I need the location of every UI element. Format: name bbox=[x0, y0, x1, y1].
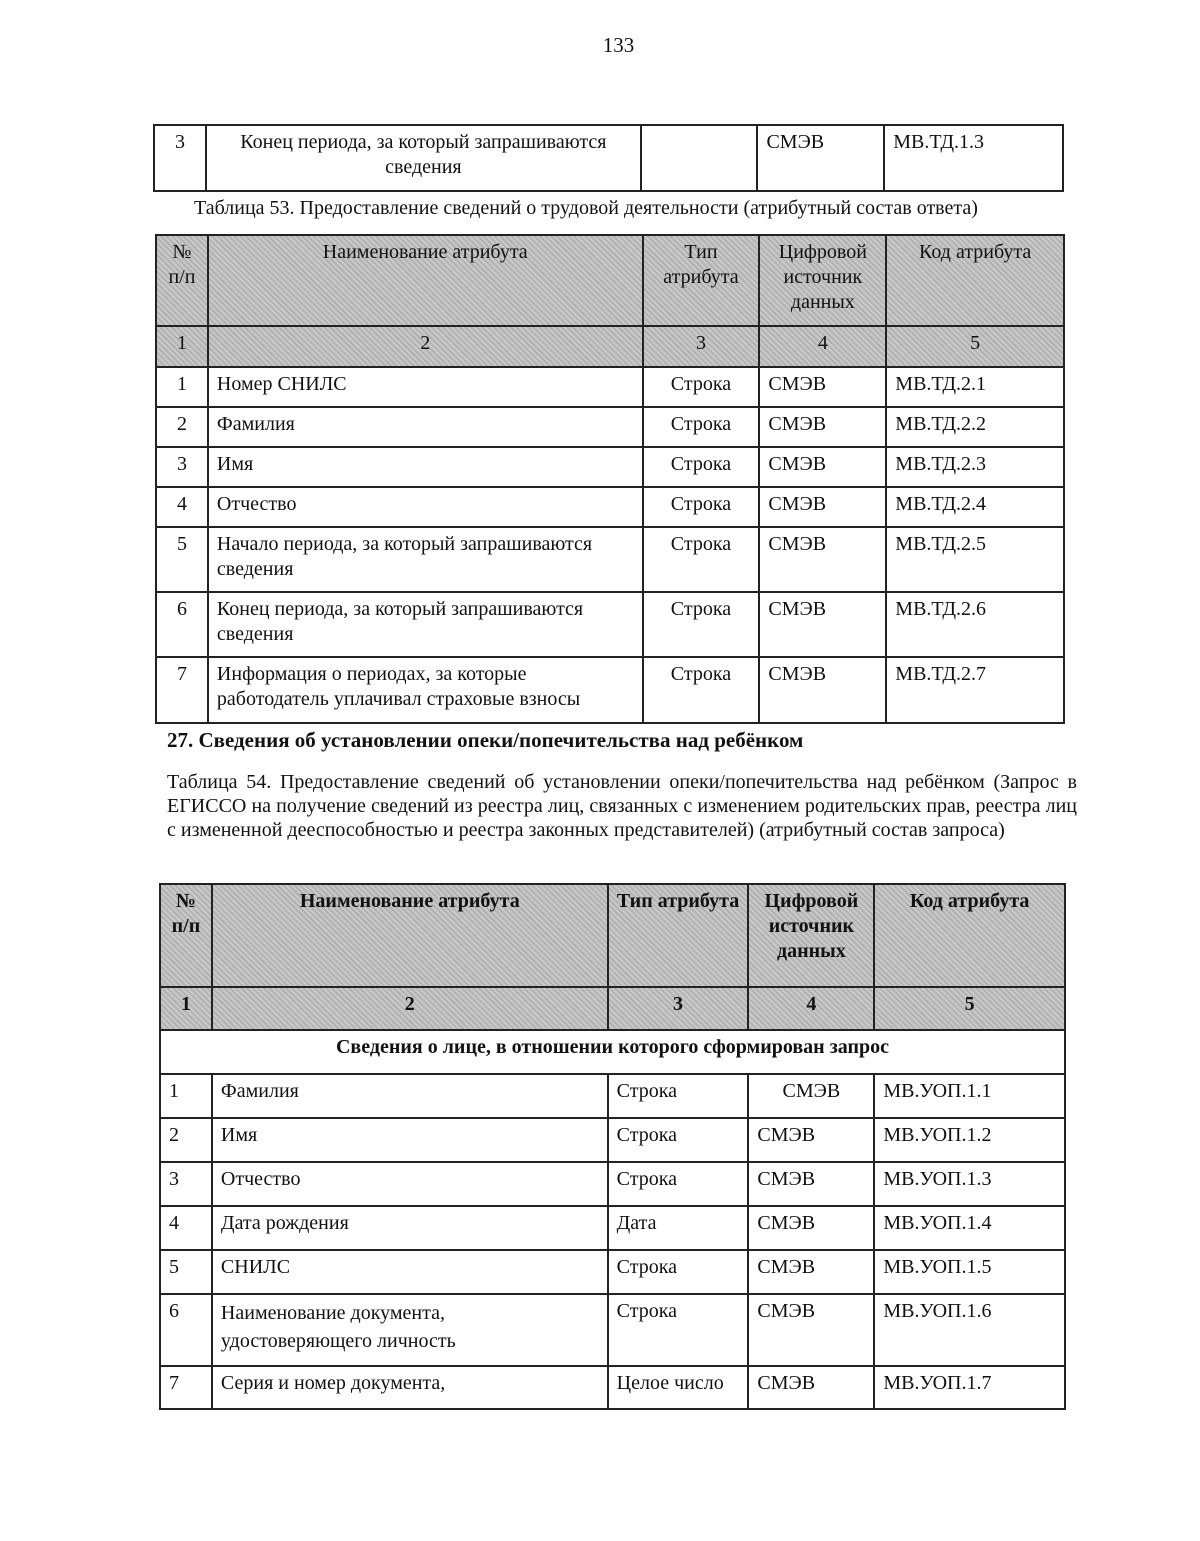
attribute-name: Дата рождения bbox=[212, 1206, 608, 1250]
header-col-number: 4 bbox=[759, 326, 886, 367]
data-source: СМЭВ bbox=[759, 527, 886, 592]
row-number: 7 bbox=[156, 657, 208, 723]
attribute-code: МВ.УОП.1.4 bbox=[874, 1206, 1065, 1250]
header-col-number: 2 bbox=[212, 987, 608, 1030]
header-data-source: Цифровой источник данных bbox=[748, 884, 874, 987]
row-number: 3 bbox=[160, 1162, 212, 1206]
header-col-number: 5 bbox=[874, 987, 1065, 1030]
table-row bbox=[156, 527, 1064, 592]
table-row bbox=[160, 1074, 1065, 1118]
table-subheader: Сведения о лице, в отношении которого сформирован запрос bbox=[160, 1030, 1065, 1074]
top-fragment-table bbox=[153, 124, 1064, 192]
table-row bbox=[156, 592, 1064, 657]
attribute-type: Целое число bbox=[608, 1366, 749, 1409]
data-source: СМЭВ bbox=[748, 1074, 874, 1118]
row-number: 3 bbox=[156, 447, 208, 487]
attribute-type: Строка bbox=[608, 1162, 749, 1206]
table-row bbox=[156, 447, 1064, 487]
header-attribute-type: Тип атрибута bbox=[643, 235, 760, 326]
data-source: СМЭВ bbox=[759, 487, 886, 527]
attribute-type: Строка bbox=[643, 527, 760, 592]
attribute-type: Строка bbox=[643, 592, 760, 657]
header-attribute-code: Код атрибута bbox=[874, 884, 1065, 987]
attribute-name: Имя bbox=[212, 1118, 608, 1162]
row-number: 4 bbox=[160, 1206, 212, 1250]
header-col-number: 3 bbox=[608, 987, 749, 1030]
attribute-type: Строка bbox=[643, 407, 760, 447]
row-number: 6 bbox=[160, 1294, 212, 1366]
data-source: СМЭВ bbox=[748, 1366, 874, 1409]
attribute-code: МВ.ТД.2.3 bbox=[886, 447, 1064, 487]
data-source: СМЭВ bbox=[759, 367, 886, 407]
attribute-type: Строка bbox=[608, 1294, 749, 1366]
attribute-code: МВ.ТД.2.2 bbox=[886, 407, 1064, 447]
header-attribute-name: Наименование атрибута bbox=[208, 235, 643, 326]
data-source: СМЭВ bbox=[759, 657, 886, 723]
table-header-row bbox=[156, 235, 1064, 326]
header-col-number: 5 bbox=[886, 326, 1064, 367]
attribute-code: МВ.УОП.1.5 bbox=[874, 1250, 1065, 1294]
table-row bbox=[160, 1162, 1065, 1206]
table-row bbox=[160, 1250, 1065, 1294]
table-row bbox=[160, 1118, 1065, 1162]
table-row bbox=[156, 657, 1064, 723]
table-54 bbox=[159, 883, 1066, 1410]
row-number: 1 bbox=[156, 367, 208, 407]
header-attribute-code: Код атрибута bbox=[886, 235, 1064, 326]
data-source: СМЭВ bbox=[757, 125, 884, 191]
header-col-number: 1 bbox=[160, 987, 212, 1030]
table-row bbox=[156, 487, 1064, 527]
attribute-code: МВ.ТД.2.1 bbox=[886, 367, 1064, 407]
attribute-type: Дата bbox=[608, 1206, 749, 1250]
data-source: СМЭВ bbox=[748, 1294, 874, 1366]
attribute-name: Информация о периодах, за которые работодатель уплачивал страховые взносы bbox=[208, 657, 643, 723]
row-number: 1 bbox=[160, 1074, 212, 1118]
attribute-code: МВ.УОП.1.7 bbox=[874, 1366, 1065, 1409]
attribute-name: Начало периода, за который запрашиваются сведения bbox=[208, 527, 643, 592]
attribute-name: Имя bbox=[208, 447, 643, 487]
attribute-code: МВ.УОП.1.1 bbox=[874, 1074, 1065, 1118]
data-source: СМЭВ bbox=[748, 1250, 874, 1294]
attribute-code: МВ.ТД.2.4 bbox=[886, 487, 1064, 527]
attribute-name: Отчество bbox=[208, 487, 643, 527]
table-row bbox=[154, 125, 1063, 191]
section-heading: 27. Сведения об установлении опеки/попечительства над ребёнком bbox=[167, 728, 804, 752]
attribute-type: Строка bbox=[608, 1250, 749, 1294]
data-source: СМЭВ bbox=[748, 1162, 874, 1206]
attribute-name: Серия и номер документа, bbox=[212, 1366, 608, 1409]
attribute-type: Строка bbox=[608, 1074, 749, 1118]
data-source: СМЭВ bbox=[748, 1118, 874, 1162]
row-number: 2 bbox=[160, 1118, 212, 1162]
attribute-name: Фамилия bbox=[208, 407, 643, 447]
attribute-name: Конец периода, за который запрашиваются сведения bbox=[206, 125, 641, 191]
attribute-name: Конец периода, за который запрашиваются сведения bbox=[208, 592, 643, 657]
attribute-code: МВ.ТД.2.6 bbox=[886, 592, 1064, 657]
header-col-number: 3 bbox=[643, 326, 760, 367]
attribute-name: Отчество bbox=[212, 1162, 608, 1206]
table-row bbox=[160, 1294, 1065, 1366]
row-number: 5 bbox=[156, 527, 208, 592]
table-row bbox=[156, 367, 1064, 407]
attribute-type bbox=[641, 125, 758, 191]
attribute-type: Строка bbox=[643, 367, 760, 407]
data-source: СМЭВ bbox=[759, 407, 886, 447]
table-54-caption: Таблица 54. Предоставление сведений об установлении опеки/попечительства над ребёнком (Запрос в ЕГИССО на получение сведений из реестра лиц, связанных с изменением родительских прав, реестра лиц с измененной дееспособностью и реестра законных представителей) (атрибутный состав запроса) bbox=[167, 771, 1077, 841]
row-number: 4 bbox=[156, 487, 208, 527]
row-number: 2 bbox=[156, 407, 208, 447]
page-number: 133 bbox=[602, 33, 635, 57]
data-source: СМЭВ bbox=[748, 1206, 874, 1250]
attribute-code: МВ.ТД.2.7 bbox=[886, 657, 1064, 723]
row-number: 7 bbox=[160, 1366, 212, 1409]
attribute-code: МВ.УОП.1.6 bbox=[874, 1294, 1065, 1366]
header-col-number: 4 bbox=[748, 987, 874, 1030]
table-53-caption: Таблица 53. Предоставление сведений о трудовой деятельности (атрибутный состав ответа) bbox=[194, 197, 978, 219]
attribute-type: Строка bbox=[643, 447, 760, 487]
table-row bbox=[156, 407, 1064, 447]
attribute-name: Наименование документа, удостоверяющего личность bbox=[212, 1294, 608, 1366]
table-row bbox=[160, 1206, 1065, 1250]
table-53 bbox=[155, 234, 1065, 724]
header-numbers-row bbox=[160, 987, 1065, 1030]
table-subheader-row bbox=[160, 1030, 1065, 1074]
attribute-type: Строка bbox=[643, 657, 760, 723]
header-col-number: 1 bbox=[156, 326, 208, 367]
table-row bbox=[160, 1366, 1065, 1409]
header-attribute-type: Тип атрибута bbox=[608, 884, 749, 987]
header-number: № п/п bbox=[156, 235, 208, 326]
data-source: СМЭВ bbox=[759, 447, 886, 487]
header-col-number: 2 bbox=[208, 326, 643, 367]
attribute-code: МВ.УОП.1.3 bbox=[874, 1162, 1065, 1206]
data-source: СМЭВ bbox=[759, 592, 886, 657]
row-number: 3 bbox=[154, 125, 206, 191]
table-header-row bbox=[160, 884, 1065, 987]
header-numbers-row bbox=[156, 326, 1064, 367]
attribute-name: Фамилия bbox=[212, 1074, 608, 1118]
attribute-code: МВ.ТД.1.3 bbox=[884, 125, 1063, 191]
attribute-code: МВ.УОП.1.2 bbox=[874, 1118, 1065, 1162]
attribute-name: Номер СНИЛС bbox=[208, 367, 643, 407]
row-number: 6 bbox=[156, 592, 208, 657]
header-number: № п/п bbox=[160, 884, 212, 987]
row-number: 5 bbox=[160, 1250, 212, 1294]
attribute-name: СНИЛС bbox=[212, 1250, 608, 1294]
header-attribute-name: Наименование атрибута bbox=[212, 884, 608, 987]
header-data-source: Цифровой источник данных bbox=[759, 235, 886, 326]
attribute-type: Строка bbox=[643, 487, 760, 527]
attribute-code: МВ.ТД.2.5 bbox=[886, 527, 1064, 592]
attribute-type: Строка bbox=[608, 1118, 749, 1162]
